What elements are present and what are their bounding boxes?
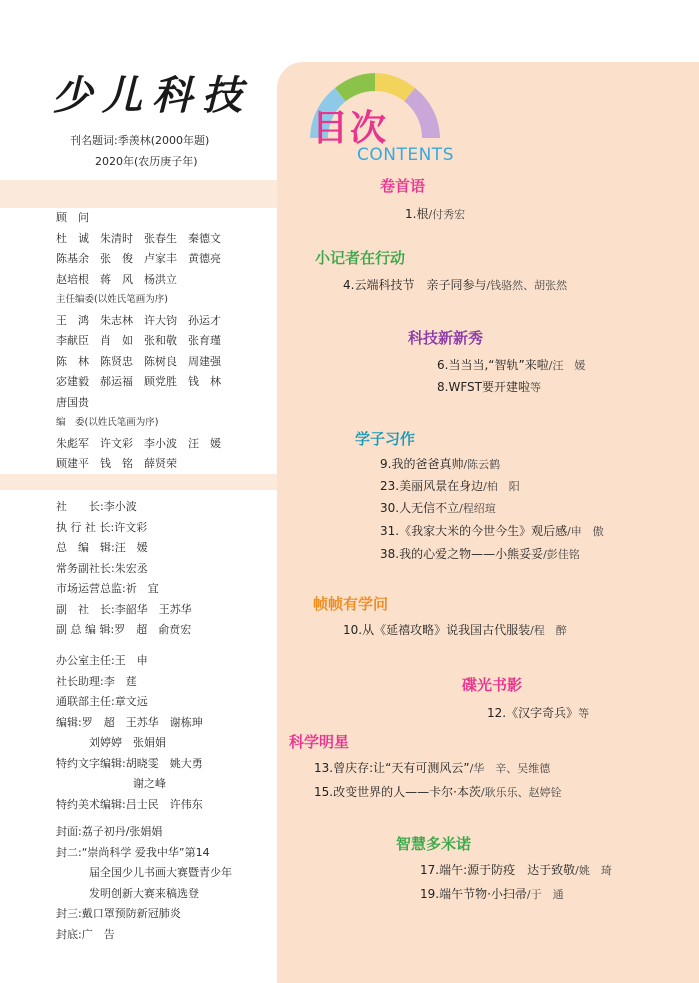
issue-year: 2020年(农历庚子年) xyxy=(95,155,198,168)
staff-line: 陈 林 陈贤忠 陈树良 周建强 xyxy=(56,354,221,368)
staff-line: 封二:“崇尚科学 爱我中华”第14 xyxy=(56,845,210,859)
toc-item[interactable]: 23.美丽风景在身边/柏 阳 xyxy=(380,479,520,493)
section-title: 帧帧有学问 xyxy=(313,595,389,613)
staff-line: 社长助理:李 莛 xyxy=(56,674,137,688)
toc-item[interactable]: 8.WFST要开建啦等 xyxy=(437,380,541,394)
staff-line: 编辑:罗 超 王苏华 谢栋珅 xyxy=(56,715,203,729)
toc-subtitle: CONTENTS xyxy=(357,145,454,165)
section-title: 小记者在行动 xyxy=(315,249,406,267)
staff-line: 唐国贵 xyxy=(56,395,89,409)
toc-item[interactable]: 6.当当当,“智轨”来啦/汪 媛 xyxy=(437,358,586,372)
staff-line: 杜 诚 朱清时 张春生 秦德文 xyxy=(56,231,221,245)
staff-line: 特约文字编辑:胡晓雯 姚大勇 xyxy=(56,756,203,770)
staff-line: 封三:戴口罩预防新冠肺炎 xyxy=(56,907,181,920)
title-inscription: 刊名题词:季羡林(2000年题) xyxy=(70,134,210,147)
staff-line: 总 编 辑:汪 媛 xyxy=(56,541,148,554)
staff-line: 办公室主任:王 申 xyxy=(56,654,148,667)
staff-line: 赵培根 蒋 风 杨洪立 xyxy=(56,272,177,286)
staff-line: 主任编委(以姓氏笔画为序) xyxy=(56,294,168,305)
staff-line: 执 行 社 长:许文彩 xyxy=(56,520,148,534)
staff-line: 王 鸿 朱志林 许大钧 孙运才 xyxy=(56,313,221,327)
staff-line: 顾建平 钱 铭 薛贤荣 xyxy=(56,457,177,470)
divider-band xyxy=(0,180,278,208)
section-title: 卷首语 xyxy=(380,177,426,195)
cover-credits xyxy=(56,822,232,945)
staff-line: 封面:荔子初丹/张娟娟 xyxy=(56,825,163,838)
divider-band xyxy=(0,474,278,490)
staff-line: 顾 问 xyxy=(56,211,89,224)
section-title: 科技新新秀 xyxy=(408,329,484,347)
staff-line: 社 长:李小波 xyxy=(56,500,137,513)
toc-item[interactable]: 4.云端科技节 亲子同参与/钱骆然、胡张然 xyxy=(343,278,568,292)
editorial-list xyxy=(56,651,203,815)
staff-line: 市场运营总监:祈 宜 xyxy=(56,582,159,595)
section-title: 学子习作 xyxy=(355,430,416,448)
staff-line: 副 社 长:李韶华 王苏华 xyxy=(56,602,192,616)
toc-item[interactable]: 19.端午节物·小扫帚/于 通 xyxy=(420,887,564,901)
toc-item[interactable]: 17.端午:源于防疫 达于致敬/姚 琦 xyxy=(420,863,612,877)
staff-line: 届全国少儿书画大赛暨青少年 xyxy=(56,866,232,879)
toc-item[interactable]: 38.我的心爱之物——小熊妥妥/彭佳铭 xyxy=(380,547,580,561)
staff-line: 李献臣 肖 如 张和敬 张育瑾 xyxy=(56,334,221,347)
masthead-column xyxy=(0,0,278,983)
staff-line: 常务副社长:朱宏丞 xyxy=(56,561,148,575)
staff-line: 封底:广 告 xyxy=(56,927,115,941)
advisors-list xyxy=(56,208,221,475)
toc-item[interactable]: 12.《汉字奇兵》等 xyxy=(487,706,590,720)
section-title: 智慧多米诺 xyxy=(396,835,472,853)
toc-title: 目次 xyxy=(312,108,389,149)
section-title: 科学明星 xyxy=(289,733,350,751)
staff-line: 编 委(以姓氏笔画为序) xyxy=(56,417,159,428)
toc-item[interactable]: 1.根/付秀宏 xyxy=(405,207,466,221)
staff-line: 发明创新大赛来稿选登 xyxy=(56,886,199,900)
staff-line: 谢之峰 xyxy=(56,777,166,790)
toc-item[interactable]: 31.《我家大米的今世今生》观后感/申 傲 xyxy=(380,524,604,538)
toc-item[interactable]: 10.从《延禧攻略》说我国古代服装/程 醉 xyxy=(343,623,567,637)
staff-line: 通联部主任:章文远 xyxy=(56,695,148,708)
staff-line: 朱彪军 许文彩 李小波 汪 媛 xyxy=(56,436,221,450)
staff-line: 刘婷婷 张娟娟 xyxy=(56,736,166,749)
management-list xyxy=(56,497,192,641)
staff-line: 陈基余 张 俊 卢家丰 黄德亮 xyxy=(56,252,221,265)
staff-line: 副 总 编 辑:罗 超 俞贲宏 xyxy=(56,623,192,636)
toc-item[interactable]: 13.曾庆存:让“天有可测风云”/华 辛、吴维德 xyxy=(314,761,551,775)
section-title: 碟光书影 xyxy=(462,676,523,694)
toc-item[interactable]: 30.人无信不立/程绍瑄 xyxy=(380,501,496,515)
toc-item[interactable]: 9.我的爸爸真帅/陈云鹤 xyxy=(380,457,501,471)
staff-line: 特约美术编辑:吕士民 许伟东 xyxy=(56,797,203,811)
staff-line: 宓建毅 郝运福 顾党胜 钱 林 xyxy=(56,375,221,388)
masthead-title: 少儿科技 xyxy=(52,72,252,119)
toc-item[interactable]: 15.改变世界的人——卡尔·本茨/耿乐乐、赵婷铨 xyxy=(314,785,562,799)
